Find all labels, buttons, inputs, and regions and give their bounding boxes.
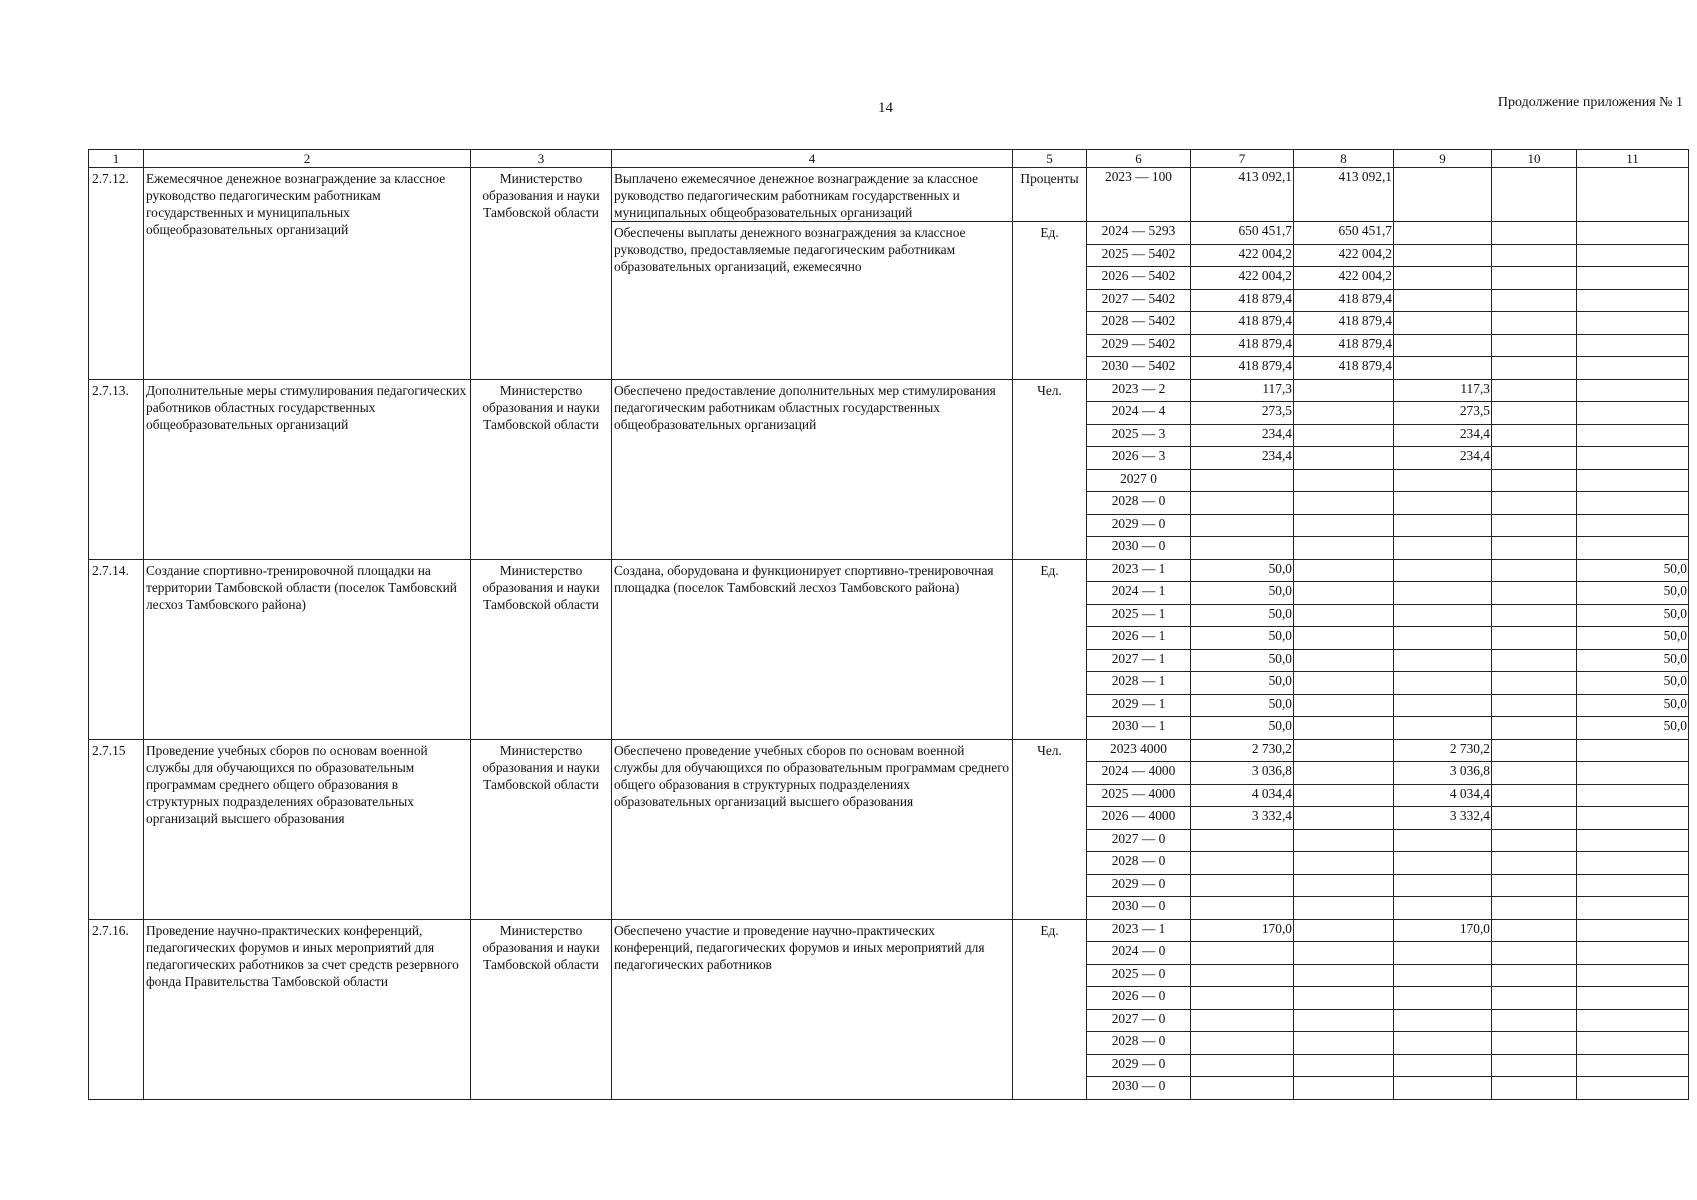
local-budget-amount [1492, 244, 1577, 267]
column-header: 11 [1577, 150, 1689, 168]
year-target: 2024 — 4000 [1087, 762, 1191, 785]
local-budget-amount [1492, 1054, 1577, 1077]
expected-result: Обеспечено участие и проведение научно-практических конференций, педагогических форумов и иных мероприятий для педагогических работников [612, 919, 1013, 1099]
total-amount: 50,0 [1191, 559, 1294, 582]
local-budget-amount [1492, 627, 1577, 650]
year-target: 2023 — 1 [1087, 559, 1191, 582]
year-target: 2030 — 0 [1087, 537, 1191, 560]
federal-budget-amount [1294, 672, 1394, 695]
year-target: 2023 — 2 [1087, 379, 1191, 402]
regional-budget-amount [1394, 987, 1492, 1010]
federal-budget-amount [1294, 717, 1394, 740]
regional-budget-amount [1394, 492, 1492, 515]
federal-budget-amount [1294, 874, 1394, 897]
regional-budget-amount: 234,4 [1394, 424, 1492, 447]
local-budget-amount [1492, 807, 1577, 830]
other-sources-amount [1577, 829, 1689, 852]
year-target: 2029 — 0 [1087, 1054, 1191, 1077]
federal-budget-amount [1294, 919, 1394, 942]
other-sources-amount [1577, 942, 1689, 965]
other-sources-amount [1577, 312, 1689, 335]
year-target: 2029 — 0 [1087, 514, 1191, 537]
other-sources-amount [1577, 874, 1689, 897]
total-amount: 170,0 [1191, 919, 1294, 942]
total-amount: 273,5 [1191, 402, 1294, 425]
federal-budget-amount [1294, 829, 1394, 852]
year-target: 2026 — 0 [1087, 987, 1191, 1010]
federal-budget-amount [1294, 964, 1394, 987]
responsible-ministry: Министерство образования и науки Тамбовской области [471, 919, 612, 1099]
local-budget-amount [1492, 942, 1577, 965]
local-budget-amount [1492, 672, 1577, 695]
year-target: 2024 — 4 [1087, 402, 1191, 425]
local-budget-amount [1492, 604, 1577, 627]
regional-budget-amount [1394, 289, 1492, 312]
total-amount: 418 879,4 [1191, 289, 1294, 312]
year-target: 2023 — 1 [1087, 919, 1191, 942]
local-budget-amount [1492, 694, 1577, 717]
year-target: 2027 0 [1087, 469, 1191, 492]
local-budget-amount [1492, 537, 1577, 560]
federal-budget-amount [1294, 604, 1394, 627]
other-sources-amount [1577, 807, 1689, 830]
local-budget-amount [1492, 469, 1577, 492]
report-table-wrapper [88, 149, 1688, 1100]
expected-result: Создана, оборудована и функционирует спортивно-тренировочная площадка (поселок Тамбовский лесхоз Тамбовского района) [612, 559, 1013, 739]
column-header: 2 [144, 150, 471, 168]
total-amount [1191, 964, 1294, 987]
year-target: 2025 — 4000 [1087, 784, 1191, 807]
column-header: 8 [1294, 150, 1394, 168]
local-budget-amount [1492, 874, 1577, 897]
activity-name: Дополнительные меры стимулирования педагогических работников областных государственных общеобразовательных организаций [144, 379, 471, 559]
total-amount [1191, 852, 1294, 875]
appendix-note: Продолжение приложения № 1 [1497, 95, 1683, 110]
other-sources-amount: 50,0 [1577, 694, 1689, 717]
other-sources-amount [1577, 168, 1689, 222]
total-amount: 4 034,4 [1191, 784, 1294, 807]
local-budget-amount [1492, 1009, 1577, 1032]
other-sources-amount [1577, 739, 1689, 762]
federal-budget-amount: 422 004,2 [1294, 244, 1394, 267]
expected-result: Обеспечены выплаты денежного вознаграждения за классное руководство, предоставляемые педагогическим работникам образовательных организаций, ежемесячно [612, 222, 1013, 380]
local-budget-amount [1492, 334, 1577, 357]
other-sources-amount [1577, 402, 1689, 425]
regional-budget-amount [1394, 469, 1492, 492]
federal-budget-amount [1294, 1054, 1394, 1077]
local-budget-amount [1492, 582, 1577, 605]
total-amount [1191, 1077, 1294, 1100]
total-amount: 50,0 [1191, 717, 1294, 740]
regional-budget-amount [1394, 829, 1492, 852]
table-row [89, 919, 1689, 942]
federal-budget-amount [1294, 424, 1394, 447]
federal-budget-amount [1294, 1032, 1394, 1055]
activity-name: Ежемесячное денежное вознаграждение за классное руководство педагогическим работникам государственных и муниципальных общеобразовательных организаций [144, 168, 471, 380]
year-target: 2029 — 0 [1087, 874, 1191, 897]
column-number-row [89, 150, 1689, 168]
federal-budget-amount [1294, 987, 1394, 1010]
responsible-ministry: Министерство образования и науки Тамбовской области [471, 379, 612, 559]
local-budget-amount [1492, 1077, 1577, 1100]
regional-budget-amount [1394, 874, 1492, 897]
local-budget-amount [1492, 559, 1577, 582]
federal-budget-amount [1294, 807, 1394, 830]
total-amount: 117,3 [1191, 379, 1294, 402]
regional-budget-amount [1394, 942, 1492, 965]
regional-budget-amount [1394, 334, 1492, 357]
federal-budget-amount [1294, 514, 1394, 537]
other-sources-amount: 50,0 [1577, 672, 1689, 695]
total-amount [1191, 897, 1294, 920]
local-budget-amount [1492, 424, 1577, 447]
federal-budget-amount [1294, 1077, 1394, 1100]
regional-budget-amount [1394, 1009, 1492, 1032]
regional-budget-amount: 117,3 [1394, 379, 1492, 402]
federal-budget-amount [1294, 942, 1394, 965]
total-amount: 418 879,4 [1191, 357, 1294, 380]
regional-budget-amount [1394, 717, 1492, 740]
year-target: 2025 — 5402 [1087, 244, 1191, 267]
local-budget-amount [1492, 289, 1577, 312]
year-target: 2024 — 1 [1087, 582, 1191, 605]
year-target: 2024 — 5293 [1087, 222, 1191, 245]
regional-budget-amount [1394, 514, 1492, 537]
regional-budget-amount: 234,4 [1394, 447, 1492, 470]
other-sources-amount [1577, 784, 1689, 807]
expected-result: Выплачено ежемесячное денежное вознаграждение за классное руководство педагогическим работникам государственных и муниципальных общеобразовательных организаций [612, 168, 1013, 222]
unit-of-measure: Ед. [1013, 222, 1087, 380]
year-target: 2023 — 100 [1087, 168, 1191, 222]
other-sources-amount: 50,0 [1577, 649, 1689, 672]
other-sources-amount [1577, 469, 1689, 492]
column-header: 6 [1087, 150, 1191, 168]
local-budget-amount [1492, 447, 1577, 470]
responsible-ministry: Министерство образования и науки Тамбовской области [471, 739, 612, 919]
federal-budget-amount: 418 879,4 [1294, 334, 1394, 357]
local-budget-amount [1492, 357, 1577, 380]
table-row [89, 559, 1689, 582]
other-sources-amount: 50,0 [1577, 627, 1689, 650]
total-amount: 50,0 [1191, 672, 1294, 695]
other-sources-amount [1577, 1032, 1689, 1055]
other-sources-amount [1577, 424, 1689, 447]
year-target: 2026 — 1 [1087, 627, 1191, 650]
total-amount: 234,4 [1191, 424, 1294, 447]
local-budget-amount [1492, 649, 1577, 672]
regional-budget-amount [1394, 357, 1492, 380]
total-amount: 413 092,1 [1191, 168, 1294, 222]
other-sources-amount [1577, 379, 1689, 402]
total-amount [1191, 829, 1294, 852]
local-budget-amount [1492, 897, 1577, 920]
local-budget-amount [1492, 222, 1577, 245]
year-target: 2026 — 4000 [1087, 807, 1191, 830]
federal-budget-amount [1294, 784, 1394, 807]
other-sources-amount [1577, 1009, 1689, 1032]
other-sources-amount [1577, 897, 1689, 920]
regional-budget-amount [1394, 1077, 1492, 1100]
table-row [89, 739, 1689, 762]
regional-budget-amount [1394, 582, 1492, 605]
other-sources-amount [1577, 447, 1689, 470]
unit-of-measure: Ед. [1013, 559, 1087, 739]
federal-budget-amount: 422 004,2 [1294, 267, 1394, 290]
federal-budget-amount: 650 451,7 [1294, 222, 1394, 245]
activity-code: 2.7.12. [89, 168, 144, 380]
table-body [89, 168, 1689, 1100]
federal-budget-amount [1294, 1009, 1394, 1032]
regional-budget-amount: 2 730,2 [1394, 739, 1492, 762]
expected-result: Обеспечено проведение учебных сборов по основам военной службы для обучающихся по образовательным программам среднего общего образования в структурных подразделениях образовательных организаций высшего образования [612, 739, 1013, 919]
activity-code: 2.7.16. [89, 919, 144, 1099]
page-number: 14 [878, 100, 893, 116]
other-sources-amount [1577, 762, 1689, 785]
year-target: 2027 — 0 [1087, 1009, 1191, 1032]
activity-code: 2.7.13. [89, 379, 144, 559]
regional-budget-amount: 170,0 [1394, 919, 1492, 942]
total-amount: 418 879,4 [1191, 334, 1294, 357]
regional-budget-amount: 3 332,4 [1394, 807, 1492, 830]
regional-budget-amount [1394, 604, 1492, 627]
federal-budget-amount [1294, 739, 1394, 762]
other-sources-amount [1577, 267, 1689, 290]
regional-budget-amount [1394, 267, 1492, 290]
total-amount: 50,0 [1191, 627, 1294, 650]
federal-budget-amount: 413 092,1 [1294, 168, 1394, 222]
regional-budget-amount [1394, 312, 1492, 335]
federal-budget-amount: 418 879,4 [1294, 312, 1394, 335]
year-target: 2029 — 1 [1087, 694, 1191, 717]
year-target: 2025 — 3 [1087, 424, 1191, 447]
column-header: 10 [1492, 150, 1577, 168]
responsible-ministry: Министерство образования и науки Тамбовской области [471, 559, 612, 739]
column-header: 1 [89, 150, 144, 168]
regional-budget-amount: 273,5 [1394, 402, 1492, 425]
other-sources-amount [1577, 852, 1689, 875]
year-target: 2030 — 5402 [1087, 357, 1191, 380]
other-sources-amount [1577, 492, 1689, 515]
total-amount [1191, 514, 1294, 537]
total-amount [1191, 469, 1294, 492]
year-target: 2028 — 5402 [1087, 312, 1191, 335]
federal-budget-amount: 418 879,4 [1294, 357, 1394, 380]
regional-budget-amount [1394, 244, 1492, 267]
total-amount: 650 451,7 [1191, 222, 1294, 245]
unit-of-measure: Чел. [1013, 379, 1087, 559]
regional-budget-amount [1394, 168, 1492, 222]
regional-budget-amount [1394, 964, 1492, 987]
total-amount: 3 036,8 [1191, 762, 1294, 785]
other-sources-amount: 50,0 [1577, 559, 1689, 582]
federal-budget-amount [1294, 402, 1394, 425]
other-sources-amount [1577, 1077, 1689, 1100]
expected-result: Обеспечено предоставление дополнительных мер стимулирования педагогическим работникам областных государственных общеобразовательных организаций [612, 379, 1013, 559]
federal-budget-amount [1294, 447, 1394, 470]
federal-budget-amount [1294, 379, 1394, 402]
year-target: 2026 — 5402 [1087, 267, 1191, 290]
year-target: 2027 — 1 [1087, 649, 1191, 672]
total-amount [1191, 1009, 1294, 1032]
local-budget-amount [1492, 402, 1577, 425]
unit-of-measure: Проценты [1013, 168, 1087, 222]
federal-budget-amount [1294, 627, 1394, 650]
federal-budget-amount [1294, 852, 1394, 875]
total-amount: 50,0 [1191, 604, 1294, 627]
year-target: 2028 — 1 [1087, 672, 1191, 695]
year-target: 2029 — 5402 [1087, 334, 1191, 357]
federal-budget-amount [1294, 469, 1394, 492]
regional-budget-amount [1394, 537, 1492, 560]
regional-budget-amount [1394, 649, 1492, 672]
local-budget-amount [1492, 379, 1577, 402]
total-amount: 422 004,2 [1191, 244, 1294, 267]
unit-of-measure: Чел. [1013, 739, 1087, 919]
regional-budget-amount [1394, 222, 1492, 245]
year-target: 2028 — 0 [1087, 492, 1191, 515]
year-target: 2027 — 0 [1087, 829, 1191, 852]
activity-name: Создание спортивно-тренировочной площадки на территории Тамбовской области (поселок Тамбовский лесхоз Тамбовского района) [144, 559, 471, 739]
total-amount: 3 332,4 [1191, 807, 1294, 830]
other-sources-amount [1577, 1054, 1689, 1077]
other-sources-amount [1577, 919, 1689, 942]
responsible-ministry: Министерство образования и науки Тамбовской области [471, 168, 612, 380]
total-amount [1191, 874, 1294, 897]
other-sources-amount [1577, 334, 1689, 357]
activity-name: Проведение учебных сборов по основам военной службы для обучающихся по образовательным программам среднего общего образования в структурных подразделениях образовательных организаций высшего образования [144, 739, 471, 919]
regional-budget-amount: 3 036,8 [1394, 762, 1492, 785]
activity-name: Проведение научно-практических конференций, педагогических форумов и иных мероприятий для педагогических работников за счет средств резервного фонда Правительства Тамбовской области [144, 919, 471, 1099]
year-target: 2030 — 1 [1087, 717, 1191, 740]
local-budget-amount [1492, 852, 1577, 875]
regional-budget-amount [1394, 559, 1492, 582]
total-amount [1191, 987, 1294, 1010]
federal-budget-amount [1294, 694, 1394, 717]
regional-budget-amount [1394, 1054, 1492, 1077]
other-sources-amount: 50,0 [1577, 717, 1689, 740]
local-budget-amount [1492, 492, 1577, 515]
local-budget-amount [1492, 829, 1577, 852]
local-budget-amount [1492, 717, 1577, 740]
column-header: 9 [1394, 150, 1492, 168]
table-row [89, 379, 1689, 402]
regional-budget-amount [1394, 627, 1492, 650]
activity-code: 2.7.15 [89, 739, 144, 919]
activity-code: 2.7.14. [89, 559, 144, 739]
total-amount [1191, 1032, 1294, 1055]
other-sources-amount: 50,0 [1577, 582, 1689, 605]
federal-budget-amount [1294, 559, 1394, 582]
other-sources-amount [1577, 964, 1689, 987]
total-amount: 422 004,2 [1191, 267, 1294, 290]
year-target: 2030 — 0 [1087, 1077, 1191, 1100]
regional-budget-amount [1394, 897, 1492, 920]
other-sources-amount [1577, 537, 1689, 560]
federal-budget-amount [1294, 762, 1394, 785]
total-amount: 50,0 [1191, 582, 1294, 605]
regional-budget-amount [1394, 1032, 1492, 1055]
unit-of-measure: Ед. [1013, 919, 1087, 1099]
other-sources-amount [1577, 514, 1689, 537]
local-budget-amount [1492, 964, 1577, 987]
total-amount [1191, 492, 1294, 515]
year-target: 2026 — 3 [1087, 447, 1191, 470]
column-header: 3 [471, 150, 612, 168]
other-sources-amount [1577, 244, 1689, 267]
other-sources-amount [1577, 357, 1689, 380]
column-header: 5 [1013, 150, 1087, 168]
report-table [88, 149, 1689, 1100]
total-amount [1191, 1054, 1294, 1077]
local-budget-amount [1492, 919, 1577, 942]
federal-budget-amount [1294, 537, 1394, 560]
regional-budget-amount [1394, 852, 1492, 875]
total-amount: 418 879,4 [1191, 312, 1294, 335]
total-amount [1191, 537, 1294, 560]
column-header: 7 [1191, 150, 1294, 168]
local-budget-amount [1492, 514, 1577, 537]
other-sources-amount [1577, 222, 1689, 245]
year-target: 2025 — 1 [1087, 604, 1191, 627]
local-budget-amount [1492, 1032, 1577, 1055]
local-budget-amount [1492, 987, 1577, 1010]
regional-budget-amount: 4 034,4 [1394, 784, 1492, 807]
local-budget-amount [1492, 739, 1577, 762]
column-header: 4 [612, 150, 1013, 168]
local-budget-amount [1492, 168, 1577, 222]
federal-budget-amount: 418 879,4 [1294, 289, 1394, 312]
local-budget-amount [1492, 762, 1577, 785]
other-sources-amount [1577, 987, 1689, 1010]
local-budget-amount [1492, 784, 1577, 807]
year-target: 2024 — 0 [1087, 942, 1191, 965]
federal-budget-amount [1294, 492, 1394, 515]
year-target: 2027 — 5402 [1087, 289, 1191, 312]
year-target: 2028 — 0 [1087, 1032, 1191, 1055]
other-sources-amount: 50,0 [1577, 604, 1689, 627]
table-row [89, 168, 1689, 222]
year-target: 2025 — 0 [1087, 964, 1191, 987]
regional-budget-amount [1394, 672, 1492, 695]
other-sources-amount [1577, 289, 1689, 312]
local-budget-amount [1492, 312, 1577, 335]
local-budget-amount [1492, 267, 1577, 290]
total-amount: 50,0 [1191, 649, 1294, 672]
federal-budget-amount [1294, 649, 1394, 672]
federal-budget-amount [1294, 897, 1394, 920]
total-amount: 50,0 [1191, 694, 1294, 717]
year-target: 2028 — 0 [1087, 852, 1191, 875]
year-target: 2023 4000 [1087, 739, 1191, 762]
total-amount: 234,4 [1191, 447, 1294, 470]
regional-budget-amount [1394, 694, 1492, 717]
year-target: 2030 — 0 [1087, 897, 1191, 920]
total-amount: 2 730,2 [1191, 739, 1294, 762]
total-amount [1191, 942, 1294, 965]
federal-budget-amount [1294, 582, 1394, 605]
